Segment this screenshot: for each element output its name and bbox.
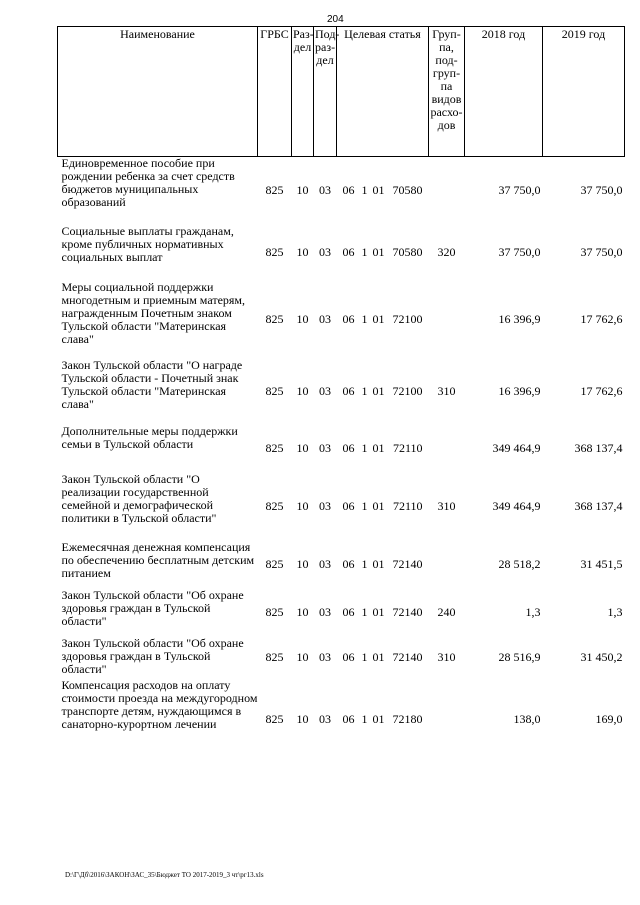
celevaya-part-2: 1 [361,712,368,726]
celevaya-part-1: 06 [342,605,355,619]
celevaya-part-3: 01 [372,499,385,513]
celevaya-part-3: 01 [372,441,385,455]
row-name: Социальные выплаты гражданам, кроме публичных нормативных социальных выплат [61,223,234,264]
celevaya-part-2: 1 [361,384,368,398]
row-vid-rashodov: 240 [437,605,456,619]
row-name: Дополнительные меры поддержки семьи в Тульской области [61,423,238,451]
row-podrazdel: 03 [319,441,331,455]
table-row [58,157,625,225]
row-vid-rashodov [429,541,465,589]
table-header-row [58,27,625,157]
row-2018: 28 516,9 [498,650,541,664]
row-grbs: 825 [265,312,284,326]
celevaya-part-2: 1 [361,650,368,664]
row-razdel: 10 [296,557,309,571]
row-name: Закон Тульской области "Об охране здоровья граждан в Тульской области" [61,635,244,676]
row-grbs: 825 [265,384,284,398]
celevaya-part-2: 1 [361,312,368,326]
row-podrazdel: 03 [319,312,331,326]
row-celevaya-statya [337,473,429,541]
row-grbs: 825 [265,441,284,455]
page-number: 204 [327,14,344,25]
celevaya-part-1: 06 [342,384,355,398]
header-podrazdel: Под- раз- дел [314,27,337,157]
header-razdel: Раз- дел [292,27,314,157]
celevaya-part-3: 01 [372,183,385,198]
celevaya-part-1: 06 [342,557,355,571]
row-name: Ежемесячная денежная компенсация по обеспечению бесплатным детским питанием [61,539,255,580]
celevaya-part-4: 70580 [392,245,423,259]
celevaya-part-4: 72140 [392,557,423,571]
row-vid-rashodov [429,281,465,359]
table-row [58,359,625,425]
row-podrazdel: 03 [319,183,331,198]
header-2018: 2018 год [465,27,543,157]
row-name: Закон Тульской области "О реализации государственной семейной и демографической политики в Тульской области" [61,471,217,525]
row-podrazdel: 03 [319,245,331,259]
celevaya-part-1: 06 [342,650,355,664]
row-grbs: 825 [265,499,284,513]
table-row [58,637,625,679]
row-vid-rashodov [429,157,465,225]
celevaya-part-4: 72180 [392,712,423,726]
row-celevaya-statya [337,425,429,473]
table-row [58,225,625,281]
row-2018: 349 464,9 [492,499,541,513]
row-razdel: 10 [296,605,309,619]
celevaya-part-4: 72110 [392,441,423,455]
row-2019: 368 137,4 [574,441,623,455]
celevaya-part-3: 01 [372,557,385,571]
celevaya-part-3: 01 [372,312,385,326]
row-celevaya-statya [337,281,429,359]
row-grbs: 825 [265,605,284,619]
table-row [58,589,625,637]
row-2018: 1,3 [525,605,541,619]
row-razdel: 10 [296,384,309,398]
row-razdel: 10 [296,499,309,513]
table-row [58,425,625,473]
celevaya-part-1: 06 [342,245,355,259]
row-2019: 368 137,4 [574,499,623,513]
row-2018: 349 464,9 [492,441,541,455]
row-2019: 31 451,5 [580,557,623,571]
row-celevaya-statya [337,589,429,637]
row-celevaya-statya [337,157,429,225]
celevaya-part-2: 1 [361,441,368,455]
celevaya-part-1: 06 [342,441,355,455]
row-vid-rashodov: 320 [437,245,456,259]
celevaya-part-2: 1 [361,499,368,513]
row-2019: 37 750,0 [580,245,623,259]
row-celevaya-statya [337,359,429,425]
row-vid-rashodov [429,425,465,473]
row-podrazdel: 03 [319,712,331,726]
celevaya-part-1: 06 [342,183,355,198]
header-name: Наименование [58,27,258,157]
row-grbs: 825 [265,650,284,664]
celevaya-part-4: 72110 [392,499,423,513]
celevaya-part-4: 72140 [392,650,423,664]
row-name: Закон Тульской области "О награде Тульской области - Почетный знак Тульской области "Материнская слава" [61,357,243,411]
row-razdel: 10 [296,312,309,326]
row-razdel: 10 [296,245,309,259]
row-podrazdel: 03 [319,605,331,619]
celevaya-part-2: 1 [361,183,368,198]
celevaya-part-2: 1 [361,557,368,571]
header-celevaya: Целевая статья [337,27,429,157]
row-podrazdel: 03 [319,650,331,664]
celevaya-part-1: 06 [342,499,355,513]
celevaya-part-3: 01 [372,245,385,259]
row-name: Меры социальной поддержки многодетным и приемным матерям, награжденным Почетным знаком Тульской области "Материнская слава" [61,279,246,346]
row-2019: 37 750,0 [580,183,623,198]
celevaya-part-1: 06 [342,312,355,326]
row-name: Закон Тульской области "Об охране здоровья граждан в Тульской области" [61,587,244,628]
celevaya-part-4: 72140 [392,605,423,619]
row-celevaya-statya [337,637,429,679]
row-2019: 31 450,2 [580,650,623,664]
celevaya-part-4: 70580 [392,183,423,198]
row-2018: 28 518,2 [498,557,541,571]
row-grbs: 825 [265,183,284,198]
celevaya-part-2: 1 [361,605,368,619]
row-celevaya-statya [337,225,429,281]
row-razdel: 10 [296,183,309,198]
row-razdel: 10 [296,712,309,726]
table-row [58,541,625,589]
header-2019: 2019 год [543,27,625,157]
row-podrazdel: 03 [319,384,331,398]
table-row [58,281,625,359]
row-2019: 1,3 [607,605,623,619]
table-body [58,157,625,761]
row-2018: 37 750,0 [498,245,541,259]
table-row [58,473,625,541]
celevaya-part-1: 06 [342,712,355,726]
row-grbs: 825 [265,712,284,726]
row-vid-rashodov [429,679,465,761]
file-path-footer: D:\Г\Дб\2016\ЗАКОН\ЗАС_35\Бюджет ТО 2017-2019_3 чт\рг13.xls [65,871,264,879]
budget-table [57,26,625,761]
celevaya-part-2: 1 [361,245,368,259]
row-name: Компенсация расходов на оплату стоимости проезда на междугородном транспорте детям, нуждающимся в санаторно-курортном лечении [61,677,258,731]
celevaya-part-4: 72100 [392,384,423,398]
celevaya-part-3: 01 [372,712,385,726]
table-row [58,679,625,761]
row-2019: 169,0 [595,712,623,726]
row-celevaya-statya [337,541,429,589]
header-vid: Груп- па, под- груп- па видов расхо- дов [429,27,465,157]
row-name: Единовременное пособие при рождении ребенка за счет средств бюджетов муниципальных образований [61,156,235,209]
row-2019: 17 762,6 [580,384,623,398]
row-2018: 37 750,0 [498,183,541,198]
header-grbs: ГРБС [258,27,292,157]
row-celevaya-statya [337,679,429,761]
row-grbs: 825 [265,245,284,259]
row-razdel: 10 [296,650,309,664]
row-podrazdel: 03 [319,557,331,571]
row-2018: 16 396,9 [498,312,541,326]
row-vid-rashodov: 310 [437,384,456,398]
row-2018: 138,0 [513,712,541,726]
row-podrazdel: 03 [319,499,331,513]
celevaya-part-3: 01 [372,384,385,398]
row-2019: 17 762,6 [580,312,623,326]
row-vid-rashodov: 310 [437,499,456,513]
row-grbs: 825 [265,557,284,571]
celevaya-part-4: 72100 [392,312,423,326]
celevaya-part-3: 01 [372,605,385,619]
row-2018: 16 396,9 [498,384,541,398]
celevaya-part-3: 01 [372,650,385,664]
row-vid-rashodov: 310 [437,650,456,664]
row-razdel: 10 [296,441,309,455]
